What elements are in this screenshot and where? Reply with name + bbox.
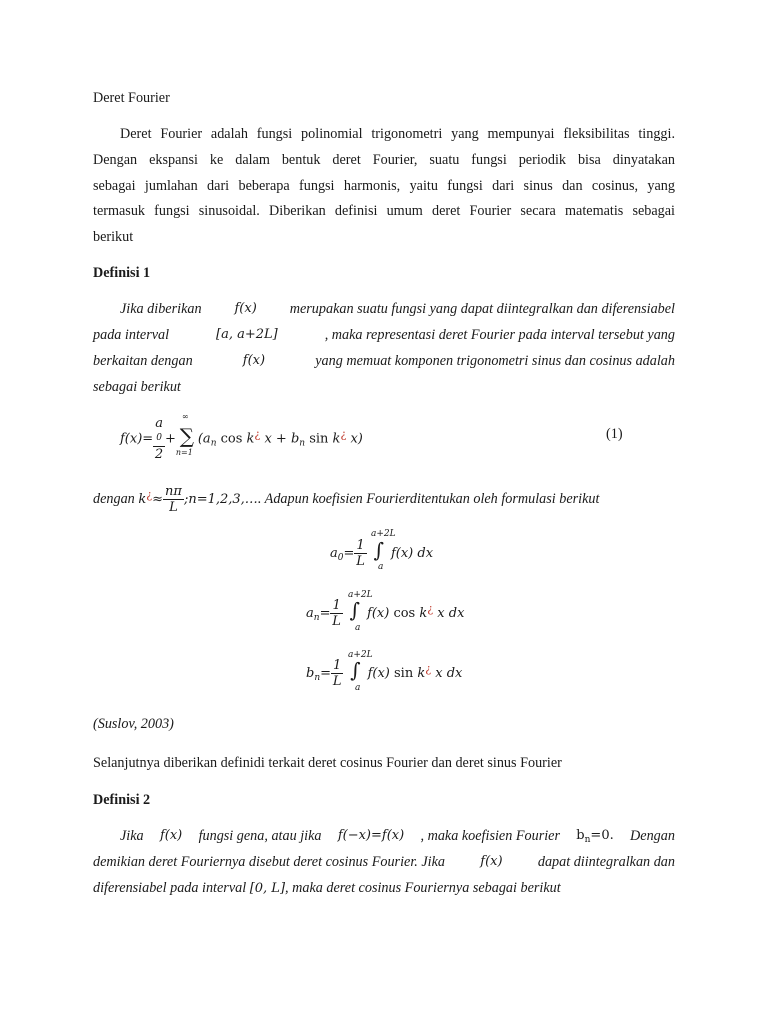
bn-formula: $b_n=$ $\frac{1}{L}$ ∫ f(x) sin k¿ x dx bbox=[306, 658, 463, 689]
dengan-line: dengan k¿≈ $\frac{n\pi}{L}$ ;n=1,2,3,…. Adapun koefisien Fourierditentukan oleh formulasi berikut bbox=[93, 484, 600, 515]
equation-number-1: (1) bbox=[606, 426, 623, 442]
a0-formula: $a_0=$ $\frac{1}{L}$ ∫ f(x) dx bbox=[330, 538, 434, 569]
def1-line2: pada interval [a, a+2L] , maka representasi deret Fourier pada interval tersebut yang bbox=[93, 327, 675, 343]
para1-line5: berikut bbox=[93, 229, 134, 245]
para1-line3: sebagai jumlahan dari beberapa fungsi harmonis, yaitu fungsi dari sinus dan cosinus, yang bbox=[93, 178, 675, 194]
def1-line4: sebagai berikut bbox=[93, 379, 181, 395]
def1-line1: Jika diberikan f(x) merupakan suatu fungsi yang dapat diintegralkan dan diferensiabel bbox=[120, 301, 675, 317]
def1-line3: berkaitan dengan f(x) yang memuat komponen trigonometri sinus dan cosinus adalah bbox=[93, 353, 675, 369]
transition-sentence: Selanjutnya diberikan definidi terkait deret cosinus Fourier dan deret sinus Fourier bbox=[93, 755, 562, 771]
para1-line2: Dengan ekspansi ke dalam bentuk deret Fourier, suatu fungsi periodik bisa dinyatakan bbox=[93, 152, 675, 168]
an-formula: $a_n=$ $\frac{1}{L}$ ∫ f(x) cos k¿ x dx bbox=[306, 598, 465, 629]
fourier-series-equation: f(x)= a 0 2 + ∞ ∑ n=1 ($a_n$ cos k¿ $x + b_n$ sin k¿ x) bbox=[120, 411, 363, 462]
citation: (Suslov, 2003) bbox=[93, 716, 174, 732]
para1-line4: termasuk fungsi sinusoidal. Diberikan definisi umum deret Fourier secara matematis sebagai bbox=[93, 203, 675, 219]
def2-line1: Jika f(x) fungsi gena, atau jika f(−x)=f(x) , maka koefisien Fourier $b_n=0$. Dengan bbox=[120, 828, 675, 845]
definition-2-title: Definisi 2 bbox=[93, 792, 151, 808]
def2-line2: demikian deret Fouriernya disebut deret cosinus Fourier. Jika f(x) dapat diintegralkan dan bbox=[93, 854, 675, 870]
para1-line1: Deret Fourier adalah fungsi polinomial trigonometri yang mempunyai fleksibilitas tinggi. bbox=[120, 126, 675, 142]
definition-1-title: Definisi 1 bbox=[93, 265, 151, 281]
def2-line3: diferensiabel pada interval [0, L], maka deret cosinus Fouriernya sebagai berikut bbox=[93, 880, 561, 896]
document-page: Deret Fourier Deret Fourier adalah fungsi polinomial trigonometri yang mempunyai fleksibilitas tinggi. Dengan ekspansi ke dalam bentuk deret Fourier, suatu fungsi periodik bisa dinyatakan sebagai jumlahan dari beberapa fungsi harmonis, yaitu fungsi dari sinus dan cosinus, yang termasuk fungsi sinusoidal. Diberikan definisi umum deret Fourier secara matematis sebagai berikut Definisi 1 Jika diberikan f(x) merupakan suatu fungsi yang dapat diintegralkan dan diferensiabel pada interval [a, a+2L] , maka representasi deret Fourier pada interval tersebut yang berkaitan dengan f(x) yang memuat komponen trigonometri sinus dan cosinus adalah sebagai berikut f(x)= a 0 2 + ∞ ∑ n=1 ($a_n$ cos k¿ $x + b_n$ sin k¿ x) (1) dengan k¿≈ $\frac{n\pi}{L}$ ;n=1,2,3,…. Adapun koefisien Fourierditentukan oleh formulasi berikut $a_0=$ $\frac{1}{L}$ ∫ f(x) dx a+2L a $a_n=$ $\frac{1}{L}$ ∫ f(x) cos k¿ x dx a+2L a $b_n=$ $\frac{1}{L}$ ∫ f(x) sin k¿ x dx a+2L a (Suslov, 2003) Selanjutnya diberikan definidi terkait deret cosinus Fourier dan deret sinus Fourier Definisi 2 Jika f(x) fungsi gena, atau jika f(−x)=f(x) , maka koefisien Fourier $b_n=0$. Dengan demikian deret Fouriernya disebut deret cosinus Fourier. Jika f(x) dapat diintegralkan dan diferensiabel pada interval [0, L], maka deret cosinus Fouriernya sebagai berikut bbox=[0, 0, 768, 1024]
heading: Deret Fourier bbox=[93, 90, 170, 106]
